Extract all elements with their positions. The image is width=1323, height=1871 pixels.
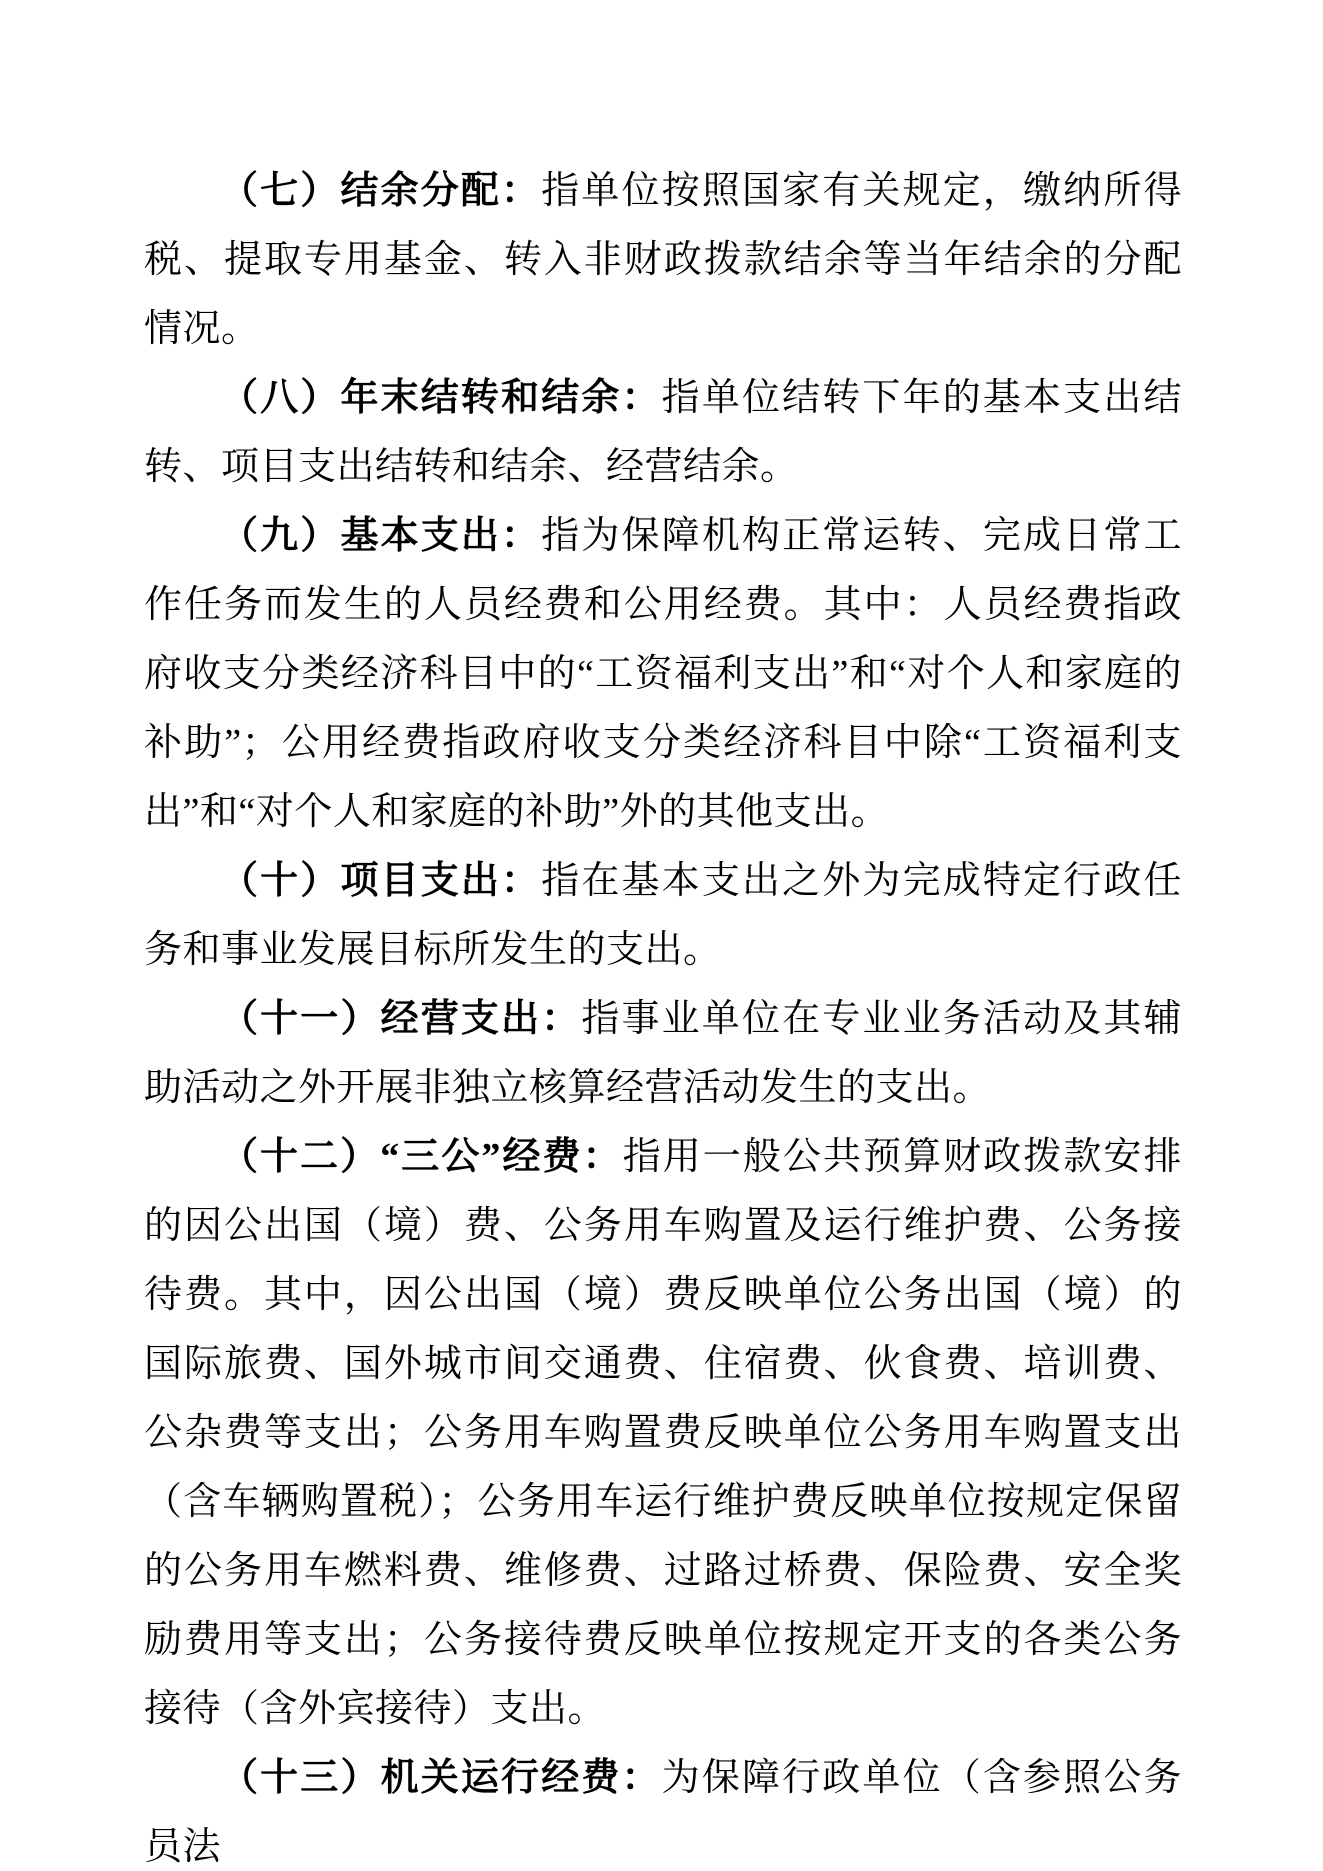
term-label: （十二）“三公”经费： (220, 1136, 623, 1178)
term-definition: 为保障行政单位（含参照公务员法 (144, 1757, 1182, 1868)
term-definition: 指为保障机构正常运转、完成日常工作任务而发生的人员经费和公用经费。其中：人员经费指政府收支分类经济科目中的“工资福利支出”和“对个人和家庭的补助”；公用经费指政府收支分类经济科目中除“工资福利支出”和“对个人和家庭的补助”外的其他支出。 (144, 515, 1182, 833)
term-definition: 指用一般公共预算财政拨款安排的因公出国（境）费、公务用车购置及运行维护费、公务接待费。其中，因公出国（境）费反映单位公务出国（境）的国际旅费、国外城市间交通费、住宿费、伙食费、培训费、公杂费等支出；公务用车购置费反映单位公务用车购置支出（含车辆购置税）；公务用车运行维护费反映单位按规定保留的公务用车燃料费、维修费、过路过桥费、保险费、安全奖励费用等支出；公务接待费反映单位按规定开支的各类公务接待（含外宾接待）支出。 (144, 1136, 1182, 1730)
term-definition: 指事业单位在专业业务活动及其辅助活动之外开展非独立核算经营活动发生的支出。 (144, 998, 1182, 1109)
term-label: （七）结余分配： (220, 170, 542, 212)
paragraph-term-8 (144, 364, 1182, 502)
term-label: （十一）经营支出： (220, 998, 582, 1040)
paragraph-term-9 (144, 502, 1182, 847)
term-label: （八）年末结转和结余： (220, 377, 662, 419)
paragraph-term-7 (144, 157, 1182, 364)
term-definition: 指在基本支出之外为完成特定行政任务和事业发展目标所发生的支出。 (144, 860, 1182, 971)
paragraph-term-12 (144, 1123, 1182, 1744)
term-label: （十）项目支出： (220, 860, 542, 902)
paragraph-term-10 (144, 847, 1182, 985)
paragraph-term-11 (144, 985, 1182, 1123)
term-definition: 指单位按照国家有关规定，缴纳所得税、提取专用基金、转入非财政拨款结余等当年结余的分配情况。 (144, 170, 1182, 350)
term-definition: 指单位结转下年的基本支出结转、项目支出结转和结余、经营结余。 (144, 377, 1182, 488)
term-label: （十三）机关运行经费： (220, 1757, 662, 1799)
paragraph-term-13 (144, 1744, 1182, 1871)
term-label: （九）基本支出： (220, 515, 542, 557)
